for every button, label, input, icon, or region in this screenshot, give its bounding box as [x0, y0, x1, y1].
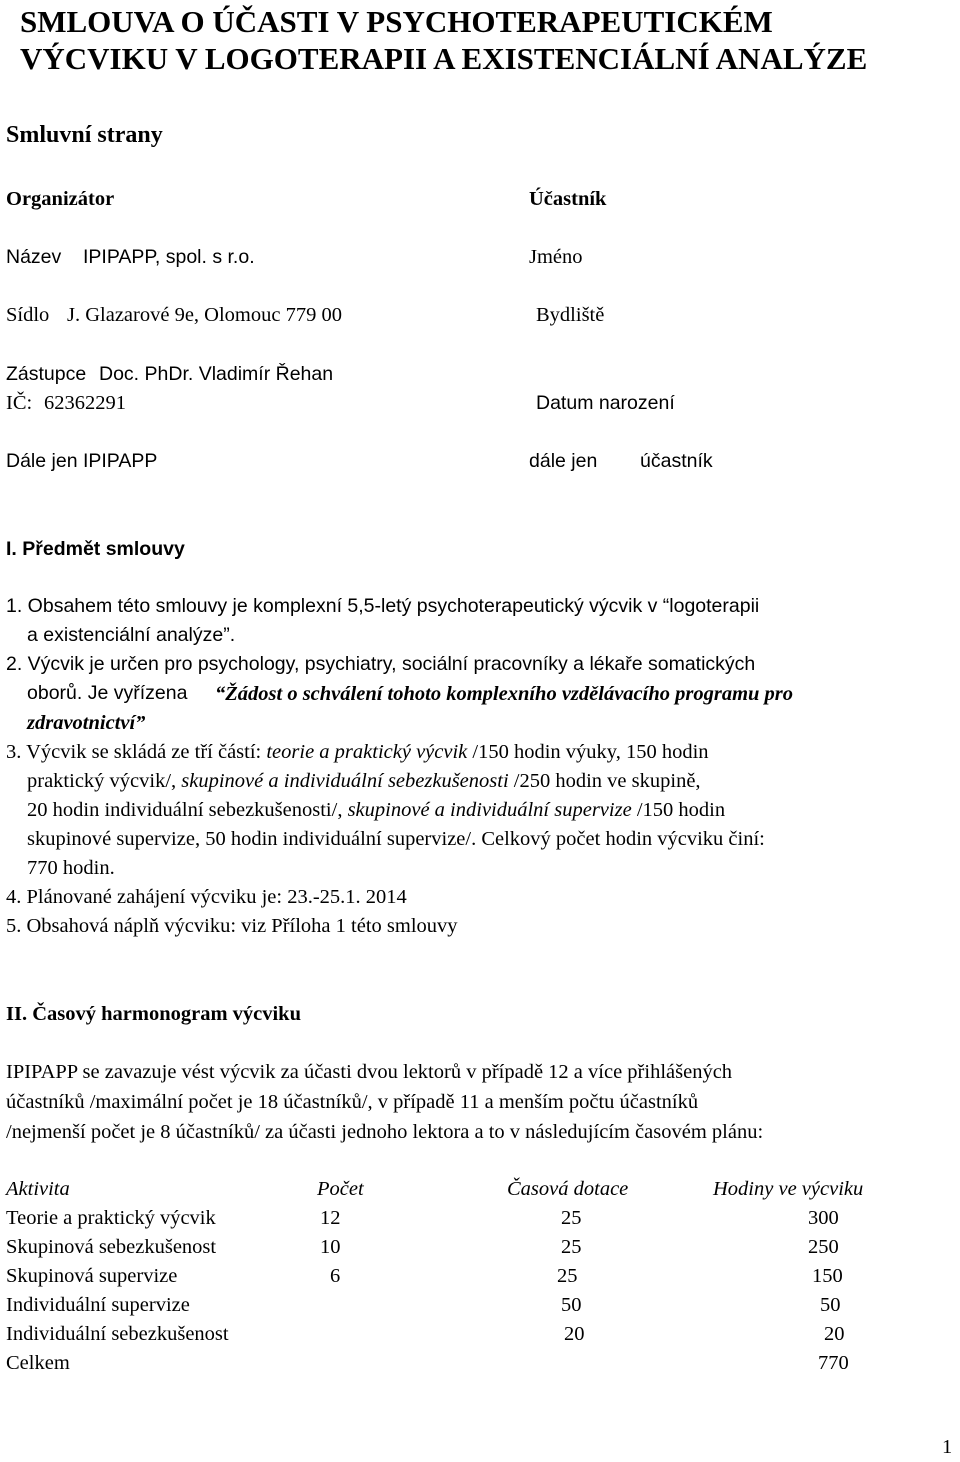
table-cell-count: 6	[330, 1265, 341, 1287]
item4: 4. Plánované zahájení výcviku je: 23.-25.1. 2014	[6, 886, 407, 908]
item3-line5: 770 hodin.	[27, 857, 115, 879]
item3-line2-c: /250 hodin ve skupině,	[513, 770, 701, 792]
document-title-line1: SMLOUVA O ÚČASTI V PSYCHOTERAPEUTICKÉM	[20, 4, 773, 39]
section2-para-line1: IPIPAPP se zavazuje vést výcvik za účasti dvou lektorů v případě 12 a více přihlášených	[6, 1061, 733, 1083]
section2-heading: II. Časový harmonogram výcviku	[6, 1003, 301, 1025]
item2-line2b: “Žádost o schválení tohoto komplexního vzdělávacího programu pro	[215, 683, 794, 705]
item3-line1	[6, 742, 709, 763]
organizer-hereafter: Dále jen IPIPAPP	[6, 450, 158, 472]
item3-line1-c: /150 hodin výuky, 150 hodin	[472, 741, 709, 763]
organizer-rep-label: Zástupce	[6, 363, 87, 385]
table-cell-count: 12	[320, 1207, 341, 1229]
item2-line1: 2. Výcvik je určen pro psychology, psychiatry, sociální pracovníky a lékaře somatických	[6, 653, 756, 675]
page-number: 1	[942, 1436, 953, 1458]
table-header-activity: Aktivita	[6, 1178, 70, 1200]
item2-line3: zdravotnictví”	[27, 712, 146, 734]
document-title-line2: VÝCVIKU V LOGOTERAPII A EXISTENCIÁLNÍ ANALÝZE	[20, 41, 868, 76]
table-cell-activity: Teorie a praktický výcvik	[6, 1207, 216, 1229]
item1-line1: 1. Obsahem této smlouvy je komplexní 5,5-letý psychoterapeutický výcvik v “logoterapii	[6, 595, 760, 617]
table-header-hours: Hodiny ve výcviku	[713, 1178, 864, 1200]
participant-residence-label: Bydliště	[536, 304, 605, 326]
item5: 5. Obsahová náplň výcviku: viz Příloha 1 této smlouvy	[6, 915, 458, 937]
table-cell-hours: 250	[808, 1236, 839, 1258]
organizer-label: Organizátor	[6, 188, 115, 210]
item3-line4: skupinové supervize, 50 hodin individuální supervize/. Celkový počet hodin výcviku činí:	[27, 828, 765, 850]
section1-heading: I. Předmět smlouvy	[6, 538, 185, 560]
item3-line2-a: praktický výcvik/,	[27, 770, 177, 792]
table-cell-time: 20	[564, 1323, 585, 1345]
organizer-name-label: Název	[6, 246, 62, 268]
table-header-count: Počet	[317, 1178, 364, 1200]
table-cell-hours: 300	[808, 1207, 839, 1229]
table-cell-activity: Skupinová sebezkušenost	[6, 1236, 217, 1258]
table-cell-hours: 150	[812, 1265, 843, 1287]
organizer-rep-value: Doc. PhDr. Vladimír Řehan	[99, 363, 334, 385]
participant-name-label: Jméno	[529, 246, 583, 268]
section2-para-line3: /nejmenší počet je 8 účastníků/ za účasti jednoho lektora a to v následujícím časovém plánu:	[6, 1121, 764, 1143]
participant-hereafter-label: dále jen	[529, 450, 598, 472]
item3-line3-a: 20 hodin individuální sebezkušenosti/,	[27, 799, 343, 821]
table-cell-time: 25	[561, 1207, 582, 1229]
item3-line3-b: skupinové a individuální supervize	[347, 799, 632, 821]
item3-line3	[27, 800, 725, 821]
table-cell-activity: Celkem	[6, 1352, 70, 1374]
table-cell-hours: 20	[824, 1323, 845, 1345]
organizer-ic-value: 62362291	[44, 392, 126, 414]
table-cell-hours: 50	[820, 1294, 841, 1316]
organizer-name-value: IPIPAPP, spol. s r.o.	[83, 246, 255, 268]
item3-line3-c: /150 hodin	[636, 799, 726, 821]
participant-dob-label: Datum narození	[536, 392, 675, 414]
table-cell-time: 50	[561, 1294, 582, 1316]
item3-line1-b: teorie a praktický výcvik	[266, 741, 468, 763]
item3-line1-a: 3. Výcvik se skládá ze tří částí:	[6, 741, 262, 763]
table-cell-hours: 770	[818, 1352, 849, 1374]
participant-hereafter-value: účastník	[640, 450, 713, 472]
item3-line2	[27, 771, 701, 792]
table-cell-activity: Individuální sebezkušenost	[6, 1323, 229, 1345]
parties-heading: Smluvní strany	[6, 122, 163, 148]
table-cell-time: 25	[557, 1265, 578, 1287]
table-cell-time: 25	[561, 1236, 582, 1258]
participant-label: Účastník	[529, 188, 607, 210]
item1-line2: a existenciální analýze”.	[27, 624, 236, 646]
table-cell-activity: Individuální supervize	[6, 1294, 190, 1316]
item2-line2a: oborů. Je vyřízena	[27, 682, 188, 704]
table-cell-count: 10	[320, 1236, 341, 1258]
table-header-time: Časová dotace	[507, 1178, 629, 1200]
table-cell-activity: Skupinová supervize	[6, 1265, 178, 1287]
item3-line2-b: skupinové a individuální sebezkušenosti	[181, 770, 509, 792]
organizer-seat-label: Sídlo	[6, 304, 50, 326]
organizer-ic-label: IČ:	[6, 392, 33, 414]
organizer-seat-value: J. Glazarové 9e, Olomouc 779 00	[67, 304, 342, 326]
section2-para-line2: účastníků /maximální počet je 18 účastníků/, v případě 11 a menším počtu účastníků	[6, 1091, 699, 1113]
